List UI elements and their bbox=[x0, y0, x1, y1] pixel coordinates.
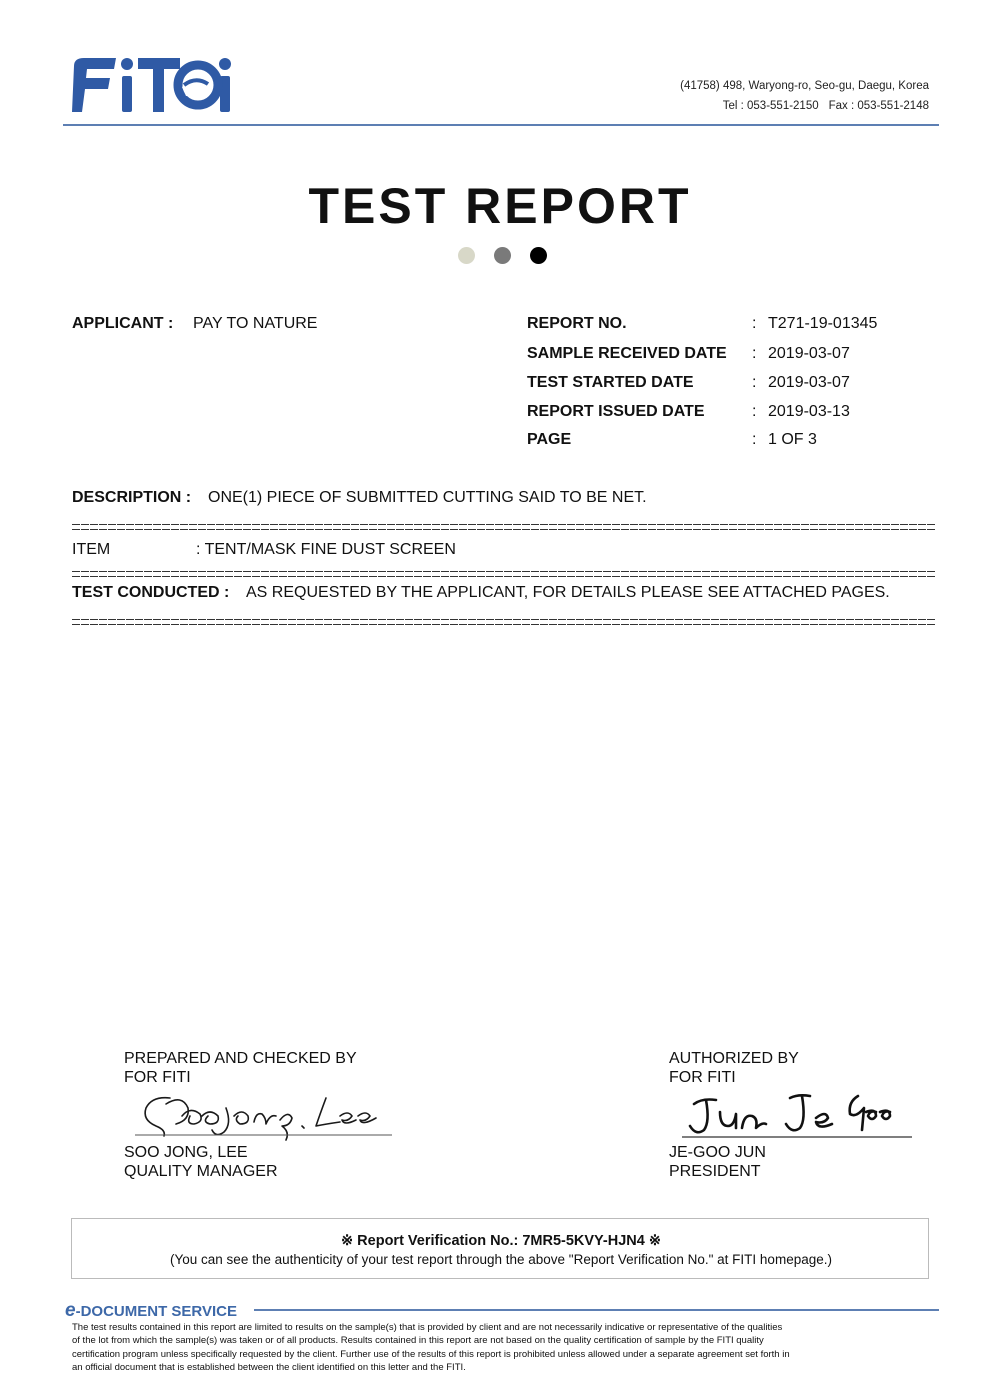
report-issued-date-colon: : bbox=[752, 403, 757, 420]
title-dot-gray bbox=[494, 247, 511, 264]
header-divider bbox=[63, 124, 939, 126]
company-contact bbox=[723, 100, 929, 112]
applicant-value: PAY TO NATURE bbox=[193, 315, 318, 332]
item-value: : TENT/MASK FINE DUST SCREEN bbox=[196, 541, 456, 558]
double-rule-divider bbox=[72, 567, 936, 581]
sample-received-date-colon: : bbox=[752, 345, 757, 362]
description-value: ONE(1) PIECE OF SUBMITTED CUTTING SAID TO BE NET. bbox=[208, 489, 647, 506]
authorized-for-fiti: FOR FITI bbox=[669, 1069, 736, 1086]
page-value: 1 OF 3 bbox=[768, 431, 817, 448]
description-label: DESCRIPTION : bbox=[72, 489, 192, 506]
e-document-service-text: -DOCUMENT SERVICE bbox=[75, 1303, 237, 1320]
test-started-date-label: TEST STARTED DATE bbox=[527, 374, 694, 391]
company-fax: Fax : 053-551-2148 bbox=[828, 100, 929, 112]
page-title: TEST REPORT bbox=[308, 178, 692, 234]
double-rule-divider bbox=[72, 615, 936, 629]
title-dot-light bbox=[458, 247, 475, 264]
verification-note: (You can see the authenticity of your test report through the above "Report Verification No." at FITI homepage.) bbox=[170, 1252, 832, 1267]
report-issued-date-label: REPORT ISSUED DATE bbox=[527, 403, 705, 420]
e-document-e: e bbox=[65, 1300, 76, 1321]
page-colon: : bbox=[752, 431, 757, 448]
prepared-by-name: SOO JONG, LEE bbox=[124, 1144, 248, 1161]
authorized-signature bbox=[680, 1082, 915, 1144]
verification-number: ※ Report Verification No.: 7MR5-5KVY-HJN4 ※ bbox=[341, 1233, 661, 1249]
test-conducted-value: AS REQUESTED BY THE APPLICANT, FOR DETAILS PLEASE SEE ATTACHED PAGES. bbox=[246, 584, 890, 601]
company-tel: Tel : 053-551-2150 bbox=[722, 100, 819, 112]
item-label: ITEM bbox=[72, 541, 111, 558]
authorized-by-title: PRESIDENT bbox=[669, 1163, 761, 1180]
report-issued-date-value: 2019-03-13 bbox=[768, 403, 850, 420]
sample-received-date-value: 2019-03-07 bbox=[768, 345, 850, 362]
test-conducted-label: TEST CONDUCTED : bbox=[72, 584, 230, 601]
prepared-by-title: QUALITY MANAGER bbox=[124, 1163, 278, 1180]
prepared-for-fiti: FOR FITI bbox=[124, 1069, 191, 1086]
report-no-label: REPORT NO. bbox=[527, 315, 627, 332]
footer-divider bbox=[254, 1309, 939, 1311]
applicant-label: APPLICANT : bbox=[72, 315, 174, 332]
report-no-value: T271-19-01345 bbox=[768, 315, 878, 332]
verification-box bbox=[71, 1218, 929, 1279]
authorized-by-heading: AUTHORIZED BY bbox=[669, 1050, 799, 1067]
e-document-service-label bbox=[65, 1300, 237, 1322]
prepared-signature bbox=[130, 1086, 395, 1141]
title-dot-black bbox=[530, 247, 547, 264]
test-started-date-colon: : bbox=[752, 374, 757, 391]
page-label: PAGE bbox=[527, 431, 572, 448]
fiti-logo bbox=[70, 52, 235, 118]
sample-received-date-label: SAMPLE RECEIVED DATE bbox=[527, 345, 727, 362]
report-no-colon: : bbox=[752, 315, 757, 332]
company-address: (41758) 498, Waryong-ro, Seo-gu, Daegu, Korea bbox=[680, 80, 929, 92]
prepared-by-heading: PREPARED AND CHECKED BY bbox=[124, 1050, 357, 1067]
test-started-date-value: 2019-03-07 bbox=[768, 374, 850, 391]
disclaimer-text: The test results contained in this report are limited to results on the sample(s) that is provided by client and are not necessarily indicative or representative of the qualities of the lot from which the sample(s) was taken or of all products. Results contained in this report are not based on the quality certification of sample by the FITI quality certification program unless specifically requested by the client. Further use of the results of this report is prohibited unless allowed under a separate agreement set forth in an official document that is established between the client identified on this letter and the FITI. bbox=[72, 1322, 790, 1374]
authorized-by-name: JE-GOO JUN bbox=[669, 1144, 766, 1161]
double-rule-divider bbox=[72, 520, 936, 534]
